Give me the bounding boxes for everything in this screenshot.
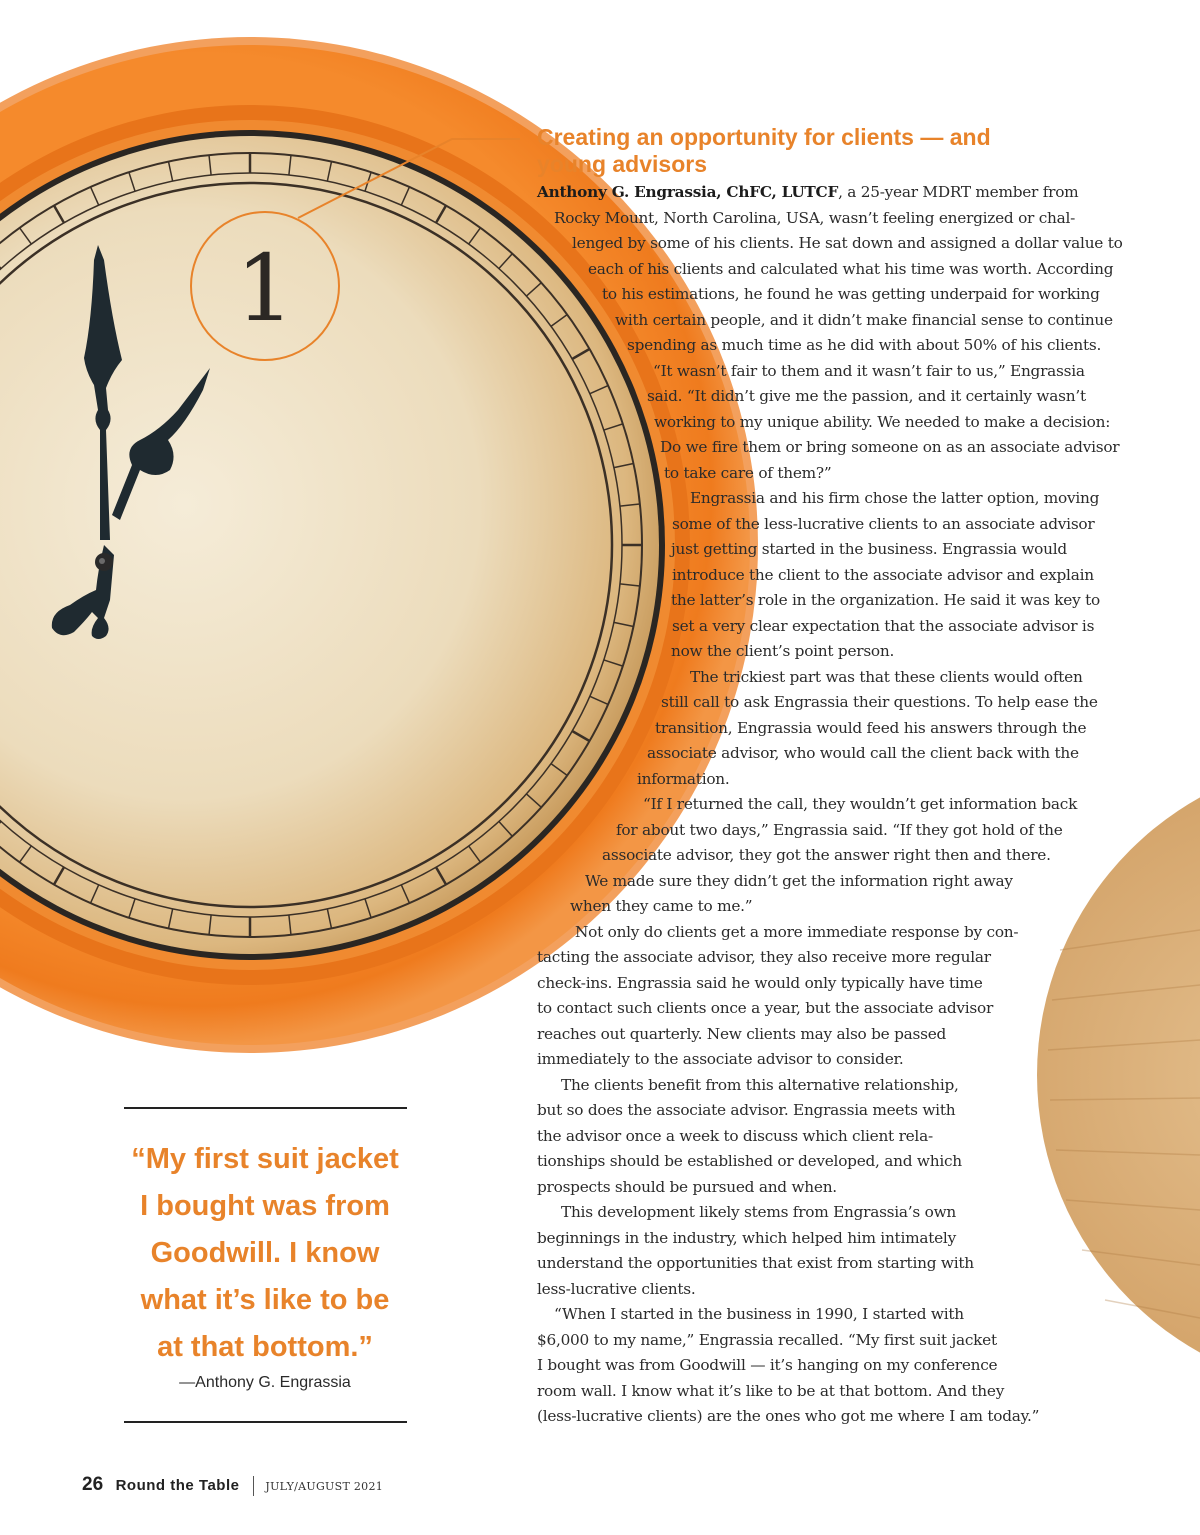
body-line: immediately to the associate advisor to consider. xyxy=(537,1050,904,1068)
page-footer xyxy=(82,1474,383,1496)
body-line: for about two days,” Engrassia said. “If they got hold of the xyxy=(616,820,1063,839)
body-line: beginnings in the industry, which helped him intimately xyxy=(537,1228,956,1247)
body-line: Anthony G. Engrassia, ChFC, LUTCF, a 25-year MDRT member from xyxy=(537,183,1079,201)
body-line: check-ins. Engrassia said he would only typically have time xyxy=(537,973,983,992)
body-line: set a very clear expectation that the associate advisor is xyxy=(672,616,1095,635)
body-line: just getting started in the business. Engrassia would xyxy=(671,540,1067,558)
issue-date: JULY/AUGUST 2021 xyxy=(265,1480,384,1493)
pullquote-bottom-rule xyxy=(124,1421,407,1423)
pullquote xyxy=(105,1136,425,1371)
body-line: “It wasn’t fair to them and it wasn’t fair to us,” Engrassia xyxy=(653,361,1085,380)
body-line: spending as much time as he did with about 50% of his clients. xyxy=(627,336,1102,354)
body-line: I bought was from Goodwill — it’s hanging on my conference xyxy=(537,1356,998,1374)
body-line: working to my unique ability. We needed to make a decision: xyxy=(654,412,1111,431)
body-line: but so does the associate advisor. Engrassia meets with xyxy=(537,1101,956,1119)
body-line: “If I returned the call, they wouldn’t get information back xyxy=(643,795,1078,813)
pullquote-line: “My first suit jacket xyxy=(131,1143,399,1175)
body-line: tionships should be established or developed, and which xyxy=(537,1152,962,1170)
pullquote-attribution: —Anthony G. Engrassia xyxy=(179,1374,351,1391)
body-line: prospects should be pursued and when. xyxy=(537,1177,837,1196)
body-line: Engrassia and his firm chose the latter option, moving xyxy=(690,489,1100,507)
body-line: This development likely stems from Engrassia’s own xyxy=(561,1203,957,1221)
page-number: 26 xyxy=(82,1474,104,1495)
body-line: to contact such clients once a year, but the associate advisor xyxy=(537,999,994,1017)
body-line: associate advisor, they got the answer right then and there. xyxy=(602,846,1051,864)
body-line: to take care of them?” xyxy=(664,463,832,482)
footer-divider xyxy=(253,1476,254,1496)
body-line: some of the less-lucrative clients to an associate advisor xyxy=(672,514,1095,533)
magazine-name: Round the Table xyxy=(115,1477,240,1494)
body-line: still call to ask Engrassia their questions. To help ease the xyxy=(661,693,1098,711)
body-line: now the client’s point person. xyxy=(671,642,895,660)
body-line: transition, Engrassia would feed his answers through the xyxy=(655,718,1087,737)
body-line: information. xyxy=(637,769,730,788)
pullquote-top-rule xyxy=(124,1107,407,1109)
body-line: the latter’s role in the organization. He said it was key to xyxy=(671,591,1100,609)
body-line: The clients benefit from this alternative relationship, xyxy=(561,1075,959,1094)
body-line: tacting the associate advisor, they also receive more regular xyxy=(537,948,991,966)
body-line: the advisor once a week to discuss which client rela- xyxy=(537,1126,933,1145)
body-line: said. “It didn’t give me the passion, and it certainly wasn’t xyxy=(647,387,1086,405)
body-line: understand the opportunities that exist from starting with xyxy=(537,1254,974,1272)
pullquote-line: at that bottom.” xyxy=(157,1331,373,1363)
article-heading: Creating an opportunity for clients — and young advisors xyxy=(537,124,991,177)
body-line: Rocky Mount, North Carolina, USA, wasn’t feeling energized or chal- xyxy=(554,208,1076,227)
body-line: “When I started in the business in 1990, I started with xyxy=(554,1305,964,1323)
body-line: lenged by some of his clients. He sat down and assigned a dollar value to xyxy=(572,234,1123,252)
body-line: introduce the client to the associate advisor and explain xyxy=(672,565,1094,584)
pullquote-line: I bought was from xyxy=(140,1190,390,1222)
body-line: reaches out quarterly. New clients may also be passed xyxy=(537,1024,947,1043)
body-line: We made sure they didn’t get the information right away xyxy=(585,871,1013,890)
body-line: less-lucrative clients. xyxy=(537,1279,696,1298)
wood-disc xyxy=(1037,757,1200,1393)
body-line: $6,000 to my name,” Engrassia recalled. “My first suit jacket xyxy=(537,1330,997,1349)
body-line: associate advisor, who would call the client back with the xyxy=(647,744,1079,762)
body-line: when they came to me.” xyxy=(570,897,753,915)
pullquote-line: Goodwill. I know xyxy=(150,1237,380,1269)
pullquote-line: what it’s like to be xyxy=(140,1284,390,1316)
byline-name: Anthony G. Engrassia, ChFC, LUTCF xyxy=(537,183,839,201)
body-line: Do we fire them or bring someone on as an associate advisor xyxy=(660,438,1120,456)
body-line: The trickiest part was that these clients would often xyxy=(690,667,1083,686)
body-line: (less-lucrative clients) are the ones who got me where I am today.” xyxy=(537,1407,1040,1425)
numeral-one: 1 xyxy=(235,235,295,342)
body-line: each of his clients and calculated what his time was worth. According xyxy=(588,259,1114,278)
body-line: Not only do clients get a more immediate response by con- xyxy=(575,922,1019,941)
body-line: with certain people, and it didn’t make financial sense to continue xyxy=(615,310,1113,329)
body-line: room wall. I know what it’s like to be at that bottom. And they xyxy=(537,1381,1005,1400)
body-line: to his estimations, he found he was getting underpaid for working xyxy=(602,285,1100,303)
